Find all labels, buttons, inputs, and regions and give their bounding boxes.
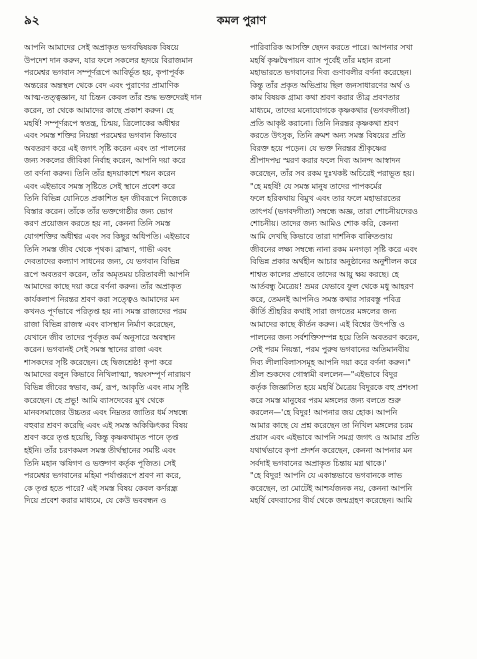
text-line: মহাভারতে ভগবানের দিব্য গুণাবলীর বর্ণনা করেছেন। bbox=[250, 68, 412, 78]
text-line: শাশ্বত কালের প্রভাবে তাদের আয়ু ক্ষয় করছে। হে bbox=[250, 269, 399, 279]
text-line: বহুবার শ্রবণ করেছি এবং এই সমস্ত অকিঞ্চিৎকর বিষয় bbox=[24, 420, 188, 430]
text-line: করেন। ভগবানই সেই সমস্ত স্থানের রাজা এবং bbox=[24, 345, 162, 355]
text-line: "হে বিদুর! আপনি যে একান্তভাবে ভগবানকে লাভ bbox=[250, 471, 402, 481]
text-line: করেছেন। হে প্রভু! আমি ব্যাসদেবের মুখ থেকে bbox=[24, 395, 164, 405]
text-line: তাৎপর্য (ভগবদ্গীতা) সম্বন্ধে অজ্ঞ, তারা শোচনীয়দেরও bbox=[250, 206, 418, 216]
text-line: শাসকদের সৃষ্টি করেছেন। হে দ্বিজশ্রেষ্ঠ! কৃপা করে bbox=[24, 357, 173, 367]
text-line: বিভিন্ন প্রকার অর্থহীন আচার অনুষ্ঠানের অনুশীলন করে bbox=[250, 257, 417, 267]
text-line: আর্তবন্ধু মৈত্রেয়! ভ্রমর যেভাবে ফুল থেকে মধু আহরণ bbox=[250, 282, 414, 292]
text-line: করে, তেমনই আপনিও সমস্ত কথার সারবস্তু পবিত্র bbox=[250, 294, 401, 304]
text-line: করে সমস্ত মানুষের পরম মঙ্গলের জন্য বলতে শুরু bbox=[250, 395, 401, 405]
text-line: করেছেন, তা মোটেই আশ্চর্যজনক নয়, কেননা আপনি bbox=[250, 483, 413, 493]
text-line: করলেন—'হে বিদুর! আপনার জয় হোক। আপনি bbox=[250, 408, 398, 418]
text-line: তা বর্ণনা করুন। তিনি তাঁর হৃদয়াকাশে শয়ন করেন bbox=[24, 168, 176, 178]
text-line: তিনি বিভিন্ন যোনিতে প্রকাশিত হন জীবরূপে নিজেকে bbox=[24, 194, 187, 204]
text-line: প্রতি আকৃষ্ট করানো। তিনি নিরন্তর কৃষ্ণকথা শ্রবণ bbox=[250, 118, 399, 128]
right-text-column bbox=[250, 42, 462, 508]
text-line: কাম বিষয়ক গ্রাম্য কথা শ্রবণ করার তীব্র প্রবণতার bbox=[250, 93, 400, 103]
text-line: দিয়ে প্রবেশ করার মাধ্যমে, যে কেউ ভববন্ধন ও bbox=[24, 496, 167, 506]
text-line: যেখানে জীব তাদের পূর্বকৃত কর্ম অনুসারে অবস্থান bbox=[24, 332, 175, 342]
running-head: কমল পুরাণ bbox=[216, 14, 267, 27]
text-line: যোগশক্তির অধীশ্বর এবং সব কিছুর অধিপতি। এইভাবে bbox=[24, 231, 190, 241]
text-line: উপদেশ দান করুন, যার ফলে সকলের হৃদয়ে বিরাজমান bbox=[24, 55, 193, 65]
text-line: তিনি মহান ঋষিগণ ও ভক্তগণ কর্তৃক পূজিত। সেই bbox=[24, 458, 176, 468]
text-line: আপনি আমাদের সেই অপ্রাকৃত ভগবদ্বিষয়ক বিষয়ে bbox=[24, 43, 179, 52]
text-line: সেই পরম নিয়ন্তা, পরম পুরুষ ভগবানের অতিমানবীয় bbox=[250, 345, 410, 355]
text-line: আমাদের কাছে কীর্তন করুন। এই বিশ্বের উৎপত্তি ও bbox=[250, 320, 405, 330]
text-line: মহর্ষি! সম্পূর্ণরূপে স্বতন্ত্র, চিন্ময়, ত্রিলোকের অধীশ্বর bbox=[24, 118, 180, 128]
text-line: মহর্ষি কৃষ্ণদ্বৈপায়ন ব্যাস পূর্বেই তাঁর মহান রচনা bbox=[250, 55, 391, 65]
text-line: করতে উৎসুক, তিনি ক্রমশ অন্য সমস্ত বিষয়ের প্রতি bbox=[250, 131, 406, 141]
text-line: শ্রবণ করে তৃপ্ত হয়েছি, কিন্তু কৃষ্ণকথামৃত পানে তৃপ্ত bbox=[24, 433, 179, 443]
text-line: মাধ্যমে, তাদের মনোযোগকে কৃষ্ণকথার (ভগবদ্গীতা) bbox=[250, 105, 410, 115]
text-line: কার্যকলাপ নিরন্তর শ্রবণ করা সত্ত্বেও আমাদের মন bbox=[24, 294, 180, 304]
text-line: পরমেশ্বর ভগবানের মহিমা পর্যাপ্তরূপে শ্রবণ না করে, bbox=[24, 471, 182, 481]
text-line: যথার্থভাবে কৃপা প্রদর্শন করেছেন, কেননা আপনার মন bbox=[250, 446, 413, 455]
text-line: কর্তৃক জিজ্ঞাসিত হয়ে মহর্ষি মৈত্রেয় বিদুরকে বহু প্রশংসা bbox=[250, 383, 419, 393]
text-line: জন্য সকলের জীবিকা নির্বাহ করেন, আপনি দয়া করে bbox=[24, 156, 186, 166]
page-number: ৯২ bbox=[24, 13, 40, 27]
text-line: দেবতাদের কল্যাণ সাধনের জন্য, যে ভগবান বিভিন্ন bbox=[24, 257, 180, 267]
text-line: কখনও পূর্ণভাবে পরিতৃপ্ত হয় না। সমস্ত রাজ্যদের পরম bbox=[24, 307, 187, 317]
text-line: অবতরণ করে এই জগৎ সৃষ্টি করেন এবং তা পালনের bbox=[24, 143, 186, 153]
left-text-column bbox=[24, 42, 236, 508]
text-line: এবং সমস্ত শক্তির নিয়ন্তা পরমেশ্বর ভগবান কিভাবে bbox=[24, 131, 177, 141]
text-line: রূপে অবতরণ করেন, তাঁর অমৃতময় চরিতাবলী আপনি bbox=[24, 269, 190, 279]
text-line: শ্রীপাদপদ্ম স্মরণ করার ফলে দিব্য আনন্দ আস্বাদন bbox=[250, 156, 401, 166]
text-line: ফলে হরিকথায় বিমুখ এবং তার ফলে মহাভারতের bbox=[250, 194, 401, 204]
text-line: পারিবারিক আসক্তি ছেদন করতে পারে। আপনার সখা bbox=[250, 43, 413, 52]
text-line: জীবনের লক্ষ্য সম্বন্ধে নানা রকম মনগড়া সৃষ্টি করে এবং bbox=[250, 244, 418, 254]
text-line: শ্রীল শুকদেব গোস্বামী বললেন—"এইভাবে বিদুর bbox=[250, 370, 398, 380]
text-line: এবং এইভাবে সমস্ত সৃষ্টিতে সেই স্থানে প্রবেশ করে bbox=[24, 181, 175, 191]
text-line: কীর্তি শ্রীহরির কথাই সারা জগতের মঙ্গলের জন্য bbox=[250, 307, 397, 317]
text-line: পরমেশ্বর ভগবান সম্পূর্ণরূপে আবির্ভূত হয়, কৃপাপূর্বক bbox=[24, 68, 184, 78]
text-line: বিভিন্ন জীবের স্বভাব, কর্ম, রূপ, আকৃতি এবং নাম সৃষ্টি bbox=[24, 383, 189, 393]
text-line: কে তৃপ্ত হতে পারে? এই সমস্ত বিষয় কেবল কর্ণরন্ধ্র bbox=[24, 483, 178, 493]
page-header bbox=[24, 10, 459, 32]
text-line: মানবসমাজের উচ্চতর এবং নিম্নতর জাতির ধর্ম সম্বন্ধে bbox=[24, 408, 188, 418]
text-line: অন্তরের অন্তস্থল থেকে বেদ এবং পুরাণের প্রামাণিক bbox=[24, 80, 179, 90]
text-line: আত্ম-তত্ত্বজ্ঞান, যা চিন্তন কেবল তাঁর শুদ্ধ ভক্তদেরই দান bbox=[24, 93, 202, 103]
text-line: আমার কাছে যে প্রশ্ন করেছেন তা নিখিল মঙ্গলের চরম bbox=[250, 420, 413, 430]
text-line: মহর্ষি বেদব্যাসের বীর্য থেকে জন্মগ্রহণ করেছেন। আমি bbox=[250, 496, 413, 506]
text-line: "হে মহর্ষি! যে সমস্ত মানুষ তাদের পাপকর্মের bbox=[250, 181, 382, 191]
text-line: করেছেন, তাঁর সব রকম দুঃখকষ্ট অচিরেই পরাভূত হয়। bbox=[250, 168, 415, 178]
text-line: প্রয়াস এবং এইভাবে আপনি সমগ্র জগৎ ও আমার প্রতি bbox=[250, 433, 420, 443]
text-line: তিনি সমস্ত জীব থেকে পৃথক। ব্রাহ্মণ, গাভী এবং bbox=[24, 244, 171, 254]
text-line: শোচনীয়। তাদের জন্য আমিও শোক করি, কেননা bbox=[250, 219, 399, 229]
text-line: করণ প্রয়োজন করতে হয় না, কেননা তিনি সমস্ত bbox=[24, 219, 171, 229]
text-line: আমাদের কাছে দয়া করে বর্ণনা করুন। তাঁর অপ্রাকৃত bbox=[24, 282, 182, 292]
text-line: আমি দেখছি কিভাবে তারা দার্শনিক বাক্বিতণ্ডায় bbox=[250, 231, 393, 241]
text-line: পালনের জন্য সর্বশক্তিসম্পন্ন হয়ে তিনি অবতরণ করেন, bbox=[250, 332, 420, 342]
text-line: কিন্তু তাঁর প্রকৃত অভিপ্রায় ছিল জনসাধারণের অর্থ ও bbox=[250, 80, 410, 90]
text-line: বিরক্ত হয়ে পড়েন। যে ভক্ত নিরন্তর শ্রীকৃষ্ণের bbox=[250, 143, 387, 153]
text-line: বিস্তার করেন। তাঁকে তাঁর ভক্তগোষ্ঠীর জন্য ভোগ bbox=[24, 206, 173, 216]
text-line: আমাদের বলুন কিভাবে নিখিলাত্মা, স্বয়ংসম্পূর্ণ নারায়ণ bbox=[24, 370, 191, 380]
text-line: সর্বদাই ভগবানের অপ্রাকৃত চিন্তায় মগ্ন থাকে।' bbox=[250, 458, 387, 468]
text-line: রাজা বিভিন্ন রাজস্ব এবং বাসস্থান নির্মাণ করেছেন, bbox=[24, 320, 176, 330]
text-line: দিব্য লীলাবিলাসসমূহ আপনি দয়া করে বর্ণনা করুন।" bbox=[250, 357, 411, 367]
text-line: হইনি। তাঁর চরণকমল সমস্ত তীর্থস্থানের সমষ্টি এবং bbox=[24, 446, 176, 455]
text-line: করেন, তা থেকে আমাদের কাছে প্রকাশ করুন। হে bbox=[24, 105, 174, 115]
